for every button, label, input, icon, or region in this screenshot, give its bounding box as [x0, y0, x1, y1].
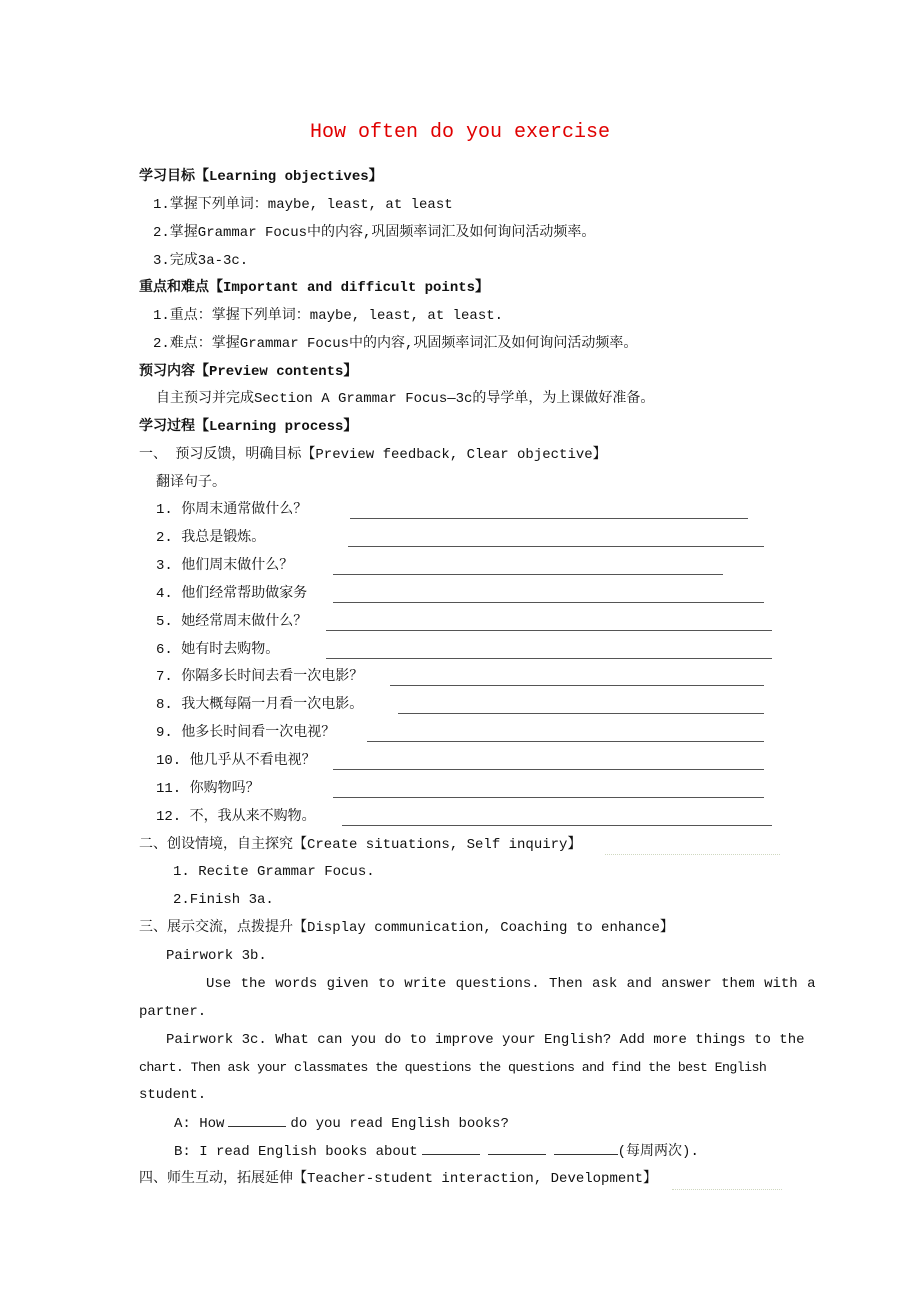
section1-instruction: 翻译句子。	[156, 475, 226, 491]
sentence-item: 8. 我大概每隔一月看一次电影。	[156, 697, 364, 713]
pairwork-3c-text: chart. Then ask your classmates the questions the questions and find the best English	[139, 1060, 767, 1075]
dialog-a-end: do you read English books?	[290, 1116, 509, 1132]
sentence-item: 12. 不，我从来不购物。	[156, 809, 316, 825]
dialog-b-end: (每周两次).	[617, 1144, 699, 1160]
objective-item: 3.完成3a-3c.	[153, 253, 249, 269]
key-points-heading: 重点和难点【Important and difficult points】	[139, 280, 490, 296]
answer-blank[interactable]	[342, 811, 772, 826]
dialog-a-start: A: How	[174, 1116, 225, 1132]
answer-blank[interactable]	[422, 1142, 480, 1155]
answer-blank[interactable]	[333, 588, 764, 603]
dialog-line-b	[174, 1142, 699, 1161]
process-heading: 学习过程【Learning process】	[139, 419, 358, 435]
section1-heading: 一、 预习反馈，明确目标【Preview feedback, Clear objective】	[139, 447, 607, 463]
dialog-b-start: B: I read English books about	[174, 1144, 418, 1160]
answer-blank[interactable]	[333, 783, 764, 798]
section3-heading: 三、展示交流，点拨提升【Display communication, Coaching to enhance】	[139, 920, 674, 936]
key-point-item: 2.难点：掌握Grammar Focus中的内容,巩固频率词汇及如何询问活动频率。	[153, 336, 638, 352]
pairwork-3c-text: Pairwork 3c. What can you do to improve your English? Add more things to the	[166, 1032, 805, 1048]
sentence-item: 5. 她经常周末做什么？	[156, 614, 308, 630]
document-title: How often do you exercise	[309, 121, 611, 144]
key-point-item: 1.重点：掌握下列单词：maybe, least, at least.	[153, 308, 504, 324]
objectives-heading: 学习目标【Learning objectives】	[139, 169, 383, 185]
divider	[605, 853, 780, 855]
objective-item: 1.掌握下列单词：maybe, least, at least	[153, 197, 453, 213]
section2-item: 1. Recite Grammar Focus.	[173, 864, 375, 880]
answer-blank[interactable]	[228, 1114, 286, 1127]
answer-blank[interactable]	[333, 560, 723, 575]
answer-blank[interactable]	[348, 532, 764, 547]
sentence-item: 3. 他们周末做什么？	[156, 558, 294, 574]
answer-blank[interactable]	[333, 755, 764, 770]
pairwork-3b-text: partner.	[139, 1004, 207, 1020]
answer-blank[interactable]	[326, 644, 772, 659]
sentence-item: 2. 我总是锻炼。	[156, 530, 266, 546]
section4-heading: 四、师生互动，拓展延伸【Teacher-student interaction, Development】	[139, 1171, 658, 1187]
divider	[672, 1188, 782, 1190]
sentence-item: 4. 他们经常帮助做家务	[156, 586, 308, 602]
sentence-item: 6. 她有时去购物。	[156, 642, 280, 658]
pairwork-3c-text: student.	[139, 1087, 207, 1103]
pairwork-3b-text: Use the words given to write questions. Then ask and answer them with a	[206, 976, 816, 992]
answer-blank[interactable]	[488, 1142, 546, 1155]
answer-blank[interactable]	[398, 699, 764, 714]
sentence-item: 11. 你购物吗？	[156, 781, 260, 797]
sentence-item: 10. 他几乎从不看电视？	[156, 753, 316, 769]
answer-blank[interactable]	[390, 671, 764, 686]
answer-blank[interactable]	[554, 1142, 618, 1155]
section2-item: 2.Finish 3a.	[173, 892, 274, 908]
sentence-item: 9. 他多长时间看一次电视？	[156, 725, 336, 741]
sentence-item: 7. 你隔多长时间去看一次电影？	[156, 669, 364, 685]
objective-item: 2.掌握Grammar Focus中的内容,巩固频率词汇及如何询问活动频率。	[153, 225, 596, 241]
answer-blank[interactable]	[367, 727, 764, 742]
preview-heading: 预习内容【Preview contents】	[139, 364, 358, 380]
dialog-line-a	[174, 1114, 509, 1133]
answer-blank[interactable]	[326, 616, 772, 631]
answer-blank[interactable]	[350, 504, 748, 519]
preview-text: 自主预习并完成Section A Grammar Focus—3c的导学单，为上课做好准备。	[156, 391, 655, 407]
pairwork-3b-label: Pairwork 3b.	[166, 948, 267, 964]
section2-heading: 二、创设情境，自主探究【Create situations, Self inquiry】	[139, 837, 582, 853]
sentence-item: 1. 你周末通常做什么？	[156, 502, 308, 518]
